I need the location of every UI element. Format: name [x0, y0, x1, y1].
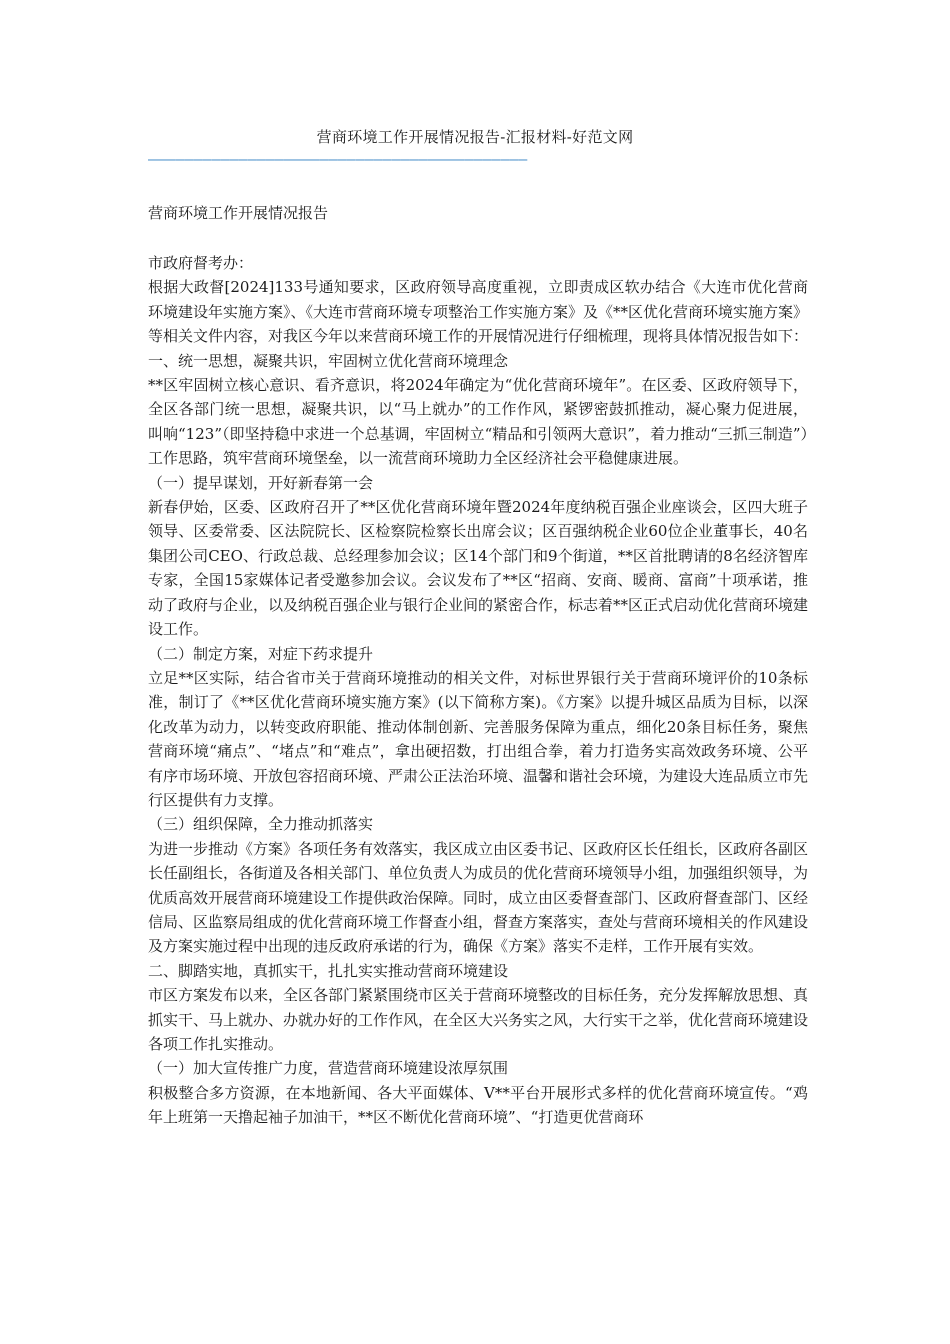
document-header-title: 营商环境工作开展情况报告-汇报材料-好范文网	[316, 128, 634, 146]
subsection-heading: （三）组织保障，全力推动抓落实	[148, 815, 374, 834]
body-paragraph: **区牢固树立核心意识、看齐意识，将2024年确定为“优化营商环境年”。在区委、区政府领导下，全区各部门统一思想，凝聚共识，以“马上就办”的工作作风，紧锣密鼓抓推动，凝心聚力促进展，叫响“123”（即坚持稳中求进一个总基调，牢固树立“精品和引领两大意识”，着力推动“三抓三制造”）工作思路，筑牢营商环境堡垒，以一流营商环境助力全区经济社会平稳健康进展。	[148, 376, 808, 468]
body-paragraph: 立足**区实际，结合省市关于营商环境推动的相关文件，对标世界银行关于营商环境评价的10条标准，制订了《**区优化营商环境实施方案》(以下简称方案)。《方案》以提升城区品质为目标，以深化改革为动力，以转变政府职能、推动体制创新、完善服务保障为重点，细化20条目标任务，聚焦营商环境“痛点”、“堵点”和“难点”，拿出硬招数，打出组合拳，着力打造务实高效政务环境、公平有序市场环境、开放包容招商环境、严肃公正法治环境、温馨和谐社会环境，为建设大连品质立市先行区提供有力支撑。	[148, 668, 809, 809]
salutation: 市政府督考办：	[148, 254, 254, 272]
subsection-heading: （一）加大宣传推广力度，营造营商环境建设浓厚氛围	[148, 1059, 509, 1078]
body-paragraph: 新春伊始，区委、区政府召开了**区优化营商环境年暨2024年度纳税百强企业座谈会，区四大班子领导、区委常委、区法院院长、区检察院检察长出席会议；区百强纳税企业60位企业董事长，40名集团公司CEO、行政总裁、总经理参加会议；区14个部门和9个街道，**区首批聘请的8名经济智库专家，全国15家媒体记者受邀参加会议。会议发布了**区“招商、安商、暖商、富商”十项承诺，推动了政府与企业，以及纳税百强企业与银行企业间的紧密合作，标志着**区正式启动优化营商环境建设工作。	[148, 498, 809, 639]
body-paragraph: 为进一步推动《方案》各项任务有效落实，我区成立由区委书记、区政府区长任组长，区政府各副区长任副组长，各街道及各相关部门、单位负责人为成员的优化营商环境领导小组，加强组织领导，为优质高效开展营商环境建设工作提供政治保障。同时，成立由区委督查部门、区政府督查部门、区经信局、区监察局组成的优化营商环境工作督查小组，督查方案落实，查处与营商环境相关的作风建设及方案实施过程中出现的违反政府承诺的行为，确保《方案》落实不走样，工作开展有实效。	[148, 839, 809, 956]
document-subtitle: 营商环境工作开展情况报告	[148, 204, 329, 222]
section-heading: 一、统一思想，凝聚共识，牢固树立优化营商环境理念	[148, 351, 509, 370]
subsection-heading: （一）提早谋划，开好新春第一会	[148, 473, 374, 492]
body-paragraph: 根据大政督[2024]133号通知要求，区政府领导高度重视，立即责成区软办结合《大连市优化营商环境建设年实施方案》、《大连市营商环境专项整治工作实施方案》及《**区优化营商环境实施方案》等相关文件内容，对我区今年以来营商环境工作的开展情况进行仔细梳理，现将具体情况报告如下：	[148, 278, 809, 346]
section-heading: 二、脚踏实地，真抓实干，扎扎实实推动营商环境建设	[148, 961, 509, 980]
body-paragraph: 积极整合多方资源，在本地新闻、各大平面媒体、V**平台开展形式多样的优化营商环境宣传。“鸡年上班第一天撸起袖子加油干，**区不断优化营商环境”、“打造更优营商环	[148, 1083, 808, 1127]
document-body	[148, 251, 808, 1130]
header-divider-rule: ——————————————————————————————————————————	[148, 151, 528, 167]
body-paragraph: 市区方案发布以来，全区各部门紧紧围绕市区关于营商环境整改的目标任务，充分发挥解放思想、真抓实干、马上就办、办就办好的工作作风，在全区大兴务实之风，大行实干之举，优化营商环境建设各项工作扎实推动。	[148, 986, 809, 1053]
subsection-heading: （二）制定方案，对症下药求提升	[148, 644, 374, 663]
